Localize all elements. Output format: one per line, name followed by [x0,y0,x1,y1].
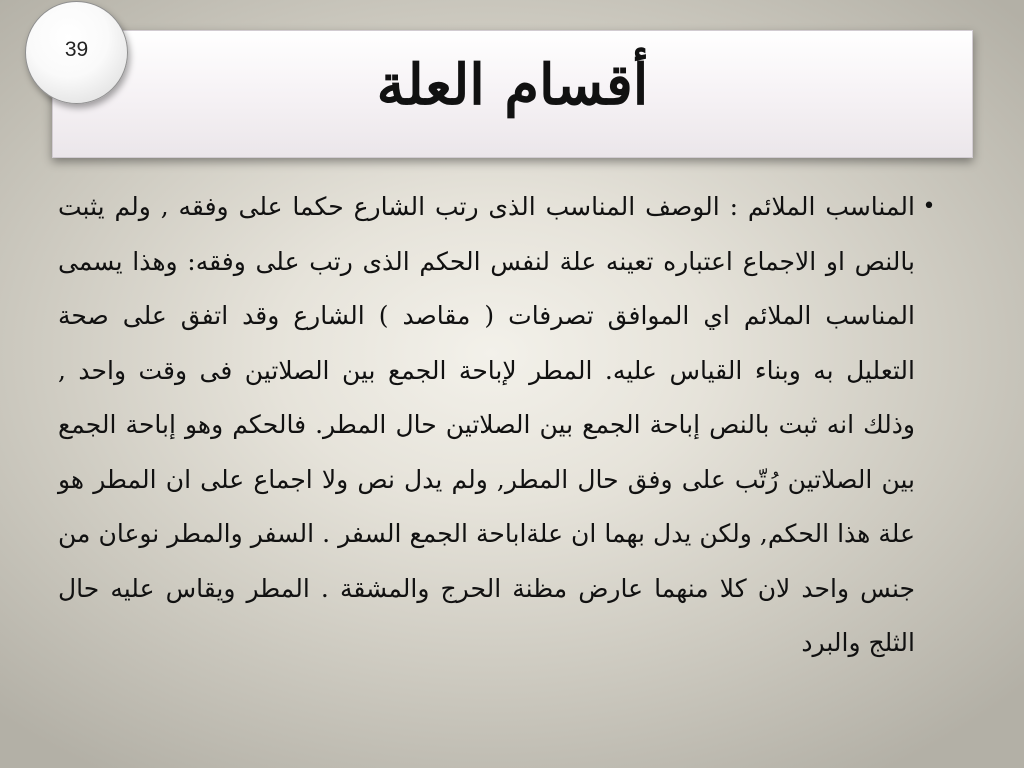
bullet-text: المناسب الملائم : الوصف المناسب الذى رتب الشارع حكما على وفقه , ولم يثبت بالنص او الاجماع اعتباره تعينه علة لنفس الحكم الذى رتب على وفقه: وهذا يسمى المناسب الملائم اي الموافق تصرفات ( مقاصد ) الشارع وقد اتفق على صحة التعليل به وبناء القياس عليه. المطر لإباحة الجمع بين الصلاتين فى وقت واحد , وذلك انه ثبت بالنص إباحة الجمع بين الصلاتين حال المطر. فالحكم وهو إباحة الجمع بين الصلاتين رُتّب على وفق حال المطر, ولم يدل نص ولا اجماع على ان المطر هو علة هذا الحكم, ولكن يدل بهما ان علةاباحة الجمع السفر . السفر والمطر نوعان من جنس واحد لان كلا منهما عارض مظنة الحرج والمشقة . المطر ويقاس عليه حال الثلج والبرد [58,192,915,657]
slide-title: أقسام العلة [376,52,649,118]
title-bar [52,30,973,158]
slide-number: 39 [64,38,89,61]
bullet-icon: • [922,194,936,219]
slide-number-badge [25,1,128,104]
bullet-item [58,180,943,671]
content-area [58,180,943,657]
